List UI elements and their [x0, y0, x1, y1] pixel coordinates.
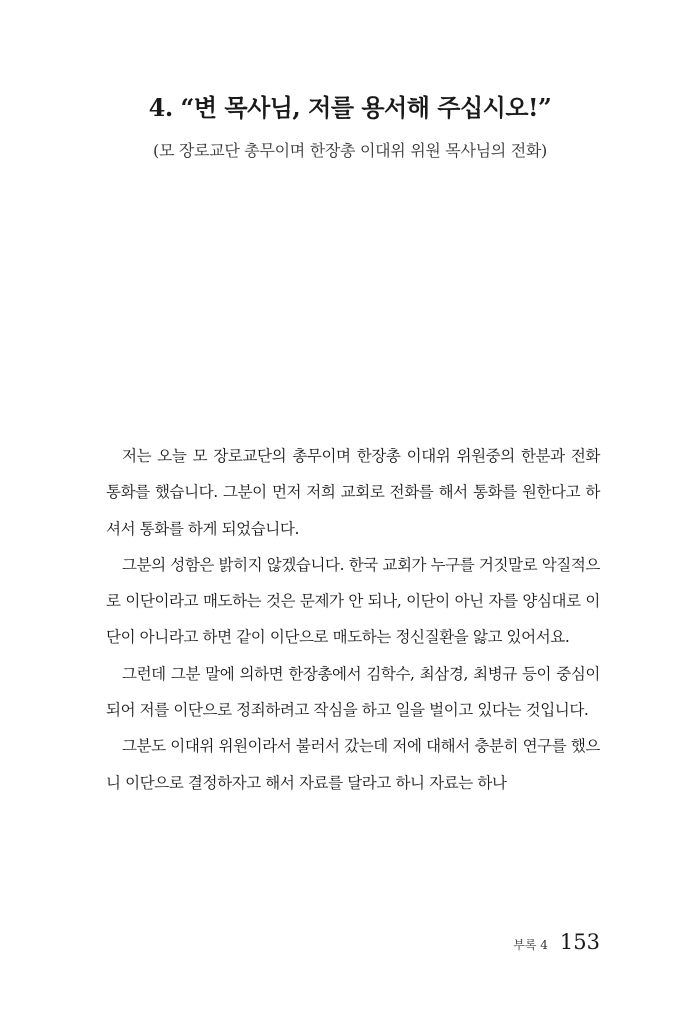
- paragraph: 그분의 성함은 밝히지 않겠습니다. 한국 교회가 누구를 거짓말로 악질적으로 이단이라고 매도하는 것은 문제가 안 되나, 이단이 아닌 자를 양심대로 이단이 아니라고 하면 같이 이단으로 매도하는 정신질환을 앓고 있어서요.: [106, 555, 600, 647]
- page-number: 153: [559, 930, 600, 954]
- paragraph: 저는 오늘 모 장로교단의 총무이며 한장총 이대위 위원중의 한분과 전화 통화를 했습니다. 그분이 먼저 저희 교회로 전화를 해서 통화를 원한다고 하셔서 통화를 하게 되었습니다.: [106, 447, 600, 538]
- paragraph: 그분도 이대위 위원이라서 불러서 갔는데 저에 대해서 충분히 연구를 했으니 이단으로 결정하자고 해서 자료를 달라고 하니 자료는 하나: [106, 737, 600, 792]
- paragraph: 그런데 그분 말에 의하면 한장총에서 김학수, 최삼경, 최병규 등이 중심이 되어 저를 이단으로 정죄하려고 작심을 하고 일을 벌이고 있다는 것입니다.: [106, 664, 600, 720]
- body-text: [106, 438, 600, 801]
- section-label: 부록 4: [513, 938, 548, 952]
- chapter-title: 4. “변 목사님, 저를 용서해 주십시오!”: [148, 93, 552, 122]
- page-footer: [513, 930, 600, 954]
- chapter-subtitle: (모 장로교단 총무이며 한장총 이대위 위원 목사님의 전화): [153, 141, 547, 160]
